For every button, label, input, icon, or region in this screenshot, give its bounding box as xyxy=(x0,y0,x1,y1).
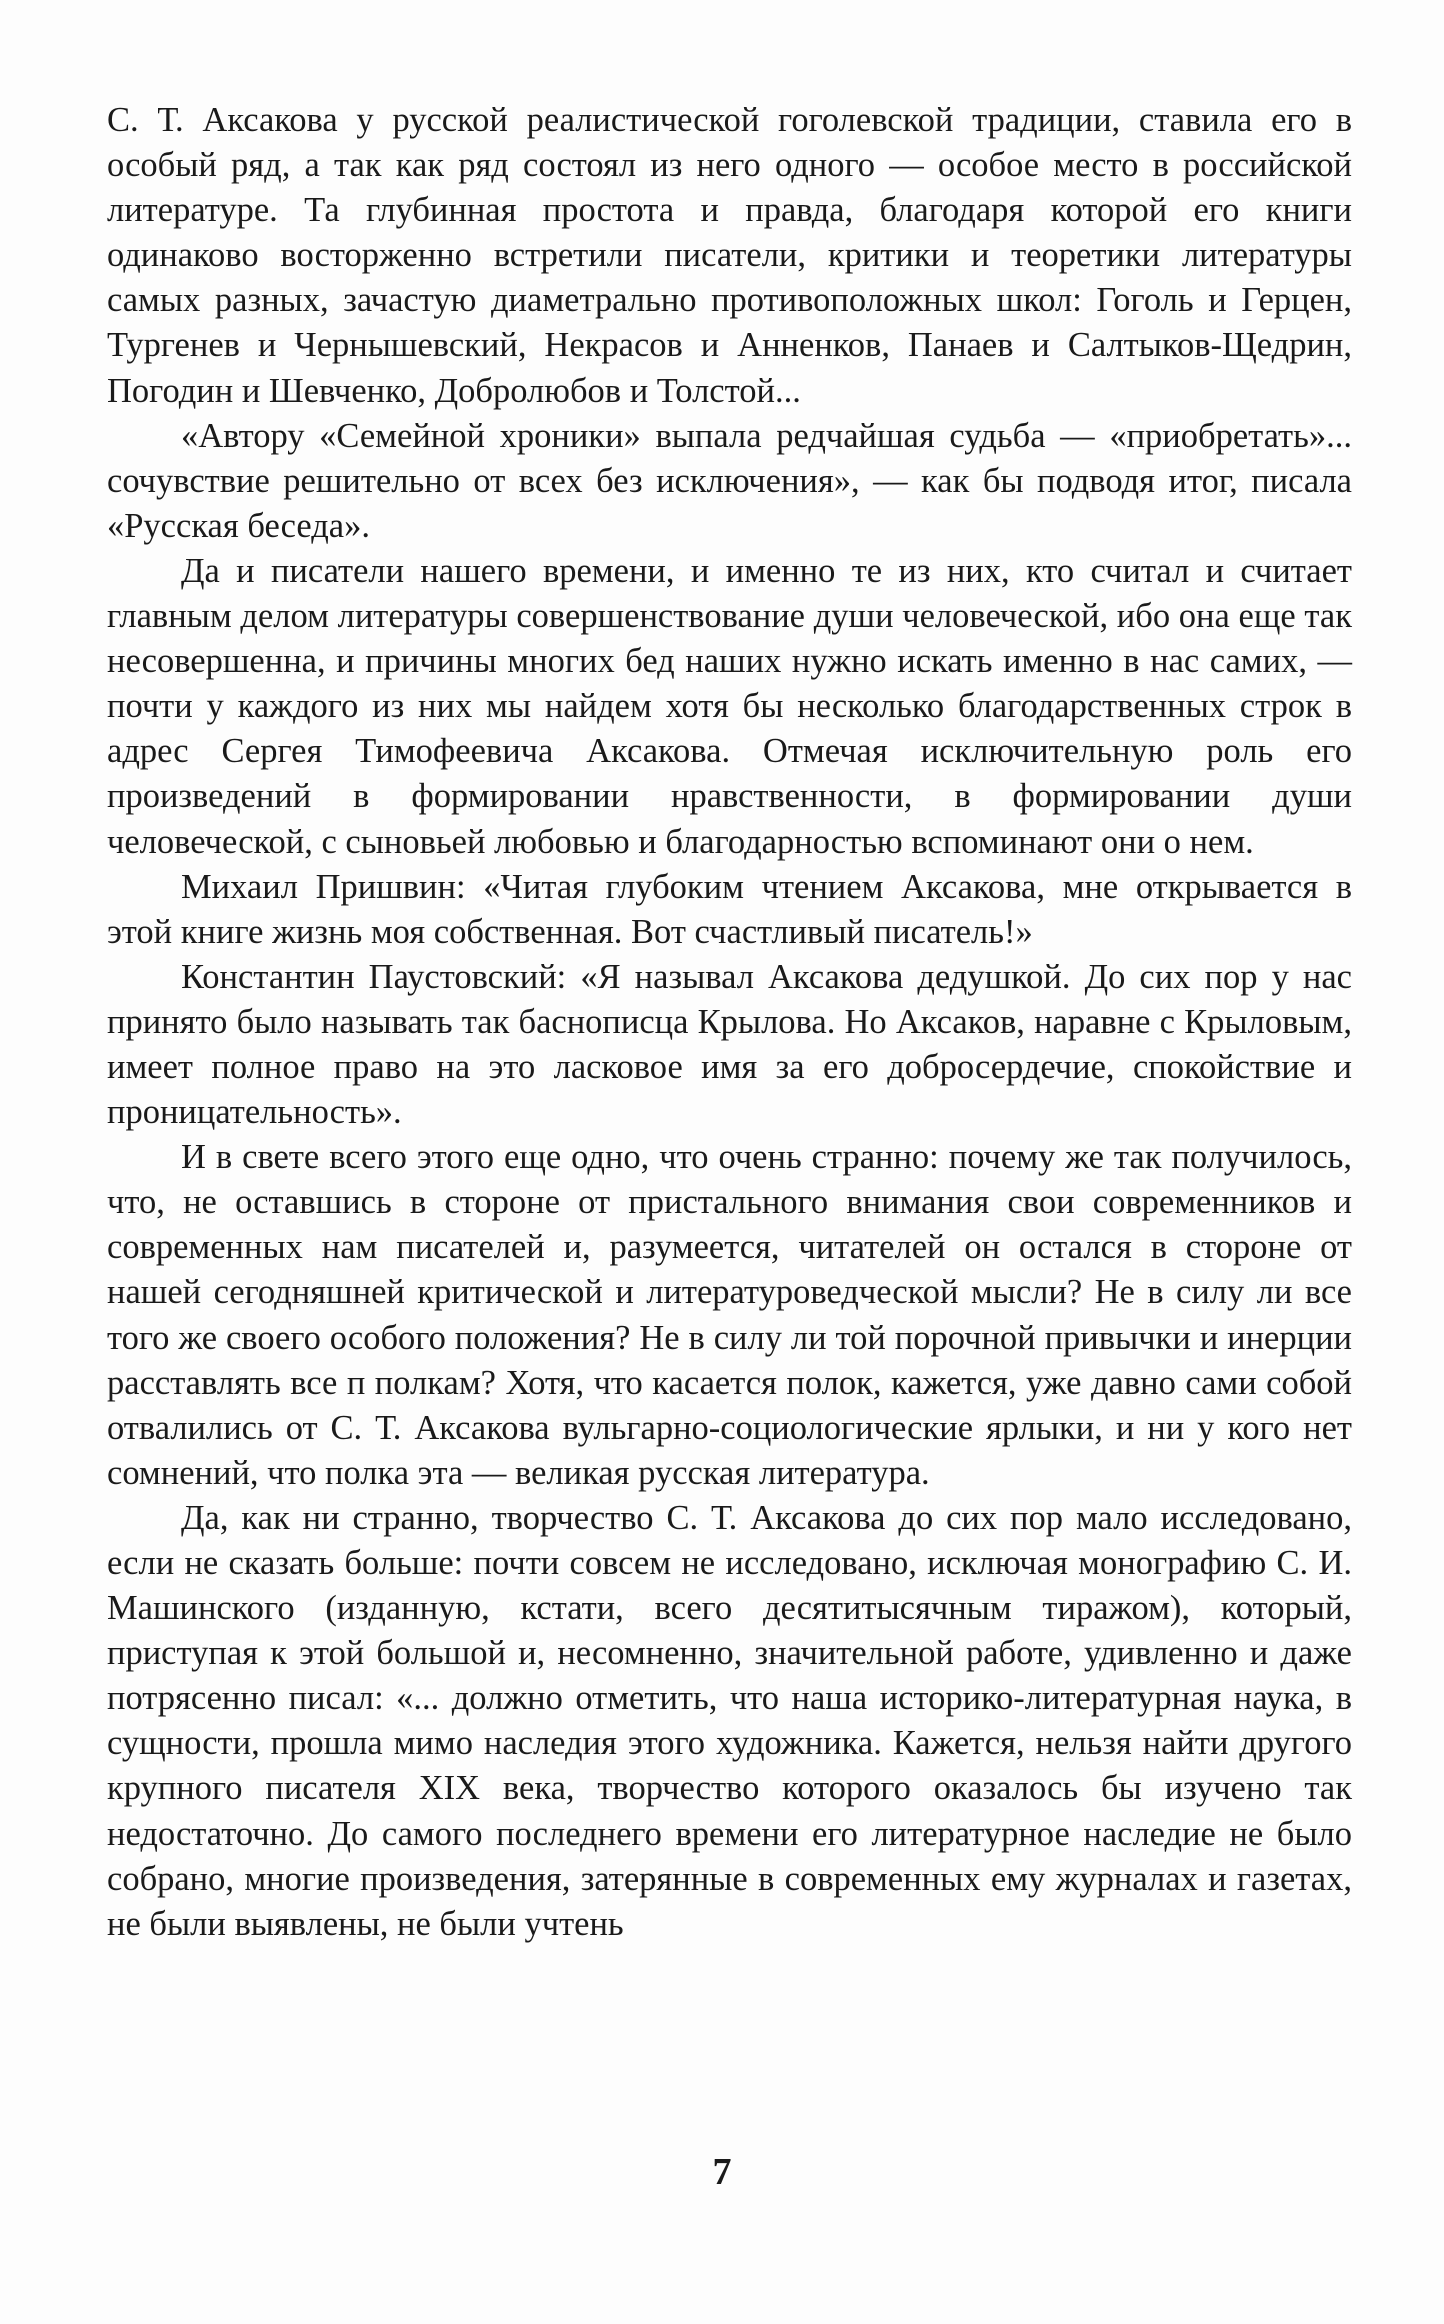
paragraph: С. Т. Аксакова у русской реалистической гоголевской традиции, ставила его в особый ряд, а так как ряд состоял из него одного — особое место в российской литературе. Та глубинная простота и правда, благодаря которой его книги одинаково восторженно встретили писатели, критики и теоретики литературы самых разных, зачастую диаметрально противоположных школ: Гоголь и Герцен, Тургенев и Чернышевский, Некрасов и Анненков, Панаев и Салтыков-Щедрин, Погодин и Шевченко, Добролюбов и Толстой... xyxy=(107,101,1352,410)
paragraph: «Автору «Семейной хроники» выпала редчайшая судьба — «приобретать»... сочувствие решительно от всех без исключения», — как бы подводя итог, писала «Русская беседа». xyxy=(107,416,1352,545)
body-text xyxy=(107,98,1352,1947)
paragraph: Да, как ни странно, творчество С. Т. Аксакова до сих пор мало исследовано, если не сказать больше: почти совсем не исследовано, исключая монографию С. И. Машинского (изданную, кстати, всего десятитысячным тиражом), который, приступая к этой большой и, несомненно, значительной работе, удивленно и даже потрясенно писал: «... должно отметить, что наша историко-литературная наука, в сущности, прошла мимо наследия этого художника. Кажется, нельзя найти другого крупного писателя XIX века, творчество которого оказалось бы изучено так недостаточно. До самого последнего времени его литературное наследие не было собрано, многие произведения, затерянные в современных ему журналах и газетах, не были выявлены, не были учтень xyxy=(107,1498,1352,1943)
paragraph-quote-prishvin: Михаил Пришвин: «Читая глубоким чтением Аксакова, мне открывается в этой книге жизнь моя собственная. Вот счастливый писатель!» xyxy=(107,867,1352,951)
paragraph: И в свете всего этого еще одно, что очень странно: почему же так получилось, что, не оставшись в стороне от пристального внимания свои современников и современных нам писателей и, разумеется, читателей он остался в стороне от нашей сегодняшней критической и литературоведческой мысли? Не в силу ли все того же своего особого положения? Не в силу ли той порочной привычки и инерции расставлять все п полкам? Хотя, что касается полок, кажется, уже давно сами собой отвалились от С. Т. Аксакова вульгарно-социологические ярлыки, и ни у кого нет сомнений, что полка эта — великая русская литература. xyxy=(107,1138,1352,1492)
paragraph-quote-paustovsky: Константин Паустовский: «Я называл Аксакова дедушкой. До сих пор у нас принято было называть так баснописца Крылова. Но Аксаков, наравне с Крыловым, имеет полное право на это ласковое имя за его добросердечие, спокойствие и проницательность». xyxy=(107,957,1352,1132)
page-number: 7 xyxy=(712,2151,732,2193)
paragraph: Да и писатели нашего времени, и именно те из них, кто считал и считает главным делом литературы совершенствование души человеческой, ибо она еще так несовершенна, и причины многих бед наших нужно искать именно в нас самих, — почти у каждого из них мы найдем хотя бы несколько благодарственных строк в адрес Сергея Тимофеевича Аксакова. Отмечая исключительную роль его произведений в формировании нравственности, в формировании души человеческой, с сыновьей любовью и благодарностью вспоминают они о нем. xyxy=(107,551,1352,861)
